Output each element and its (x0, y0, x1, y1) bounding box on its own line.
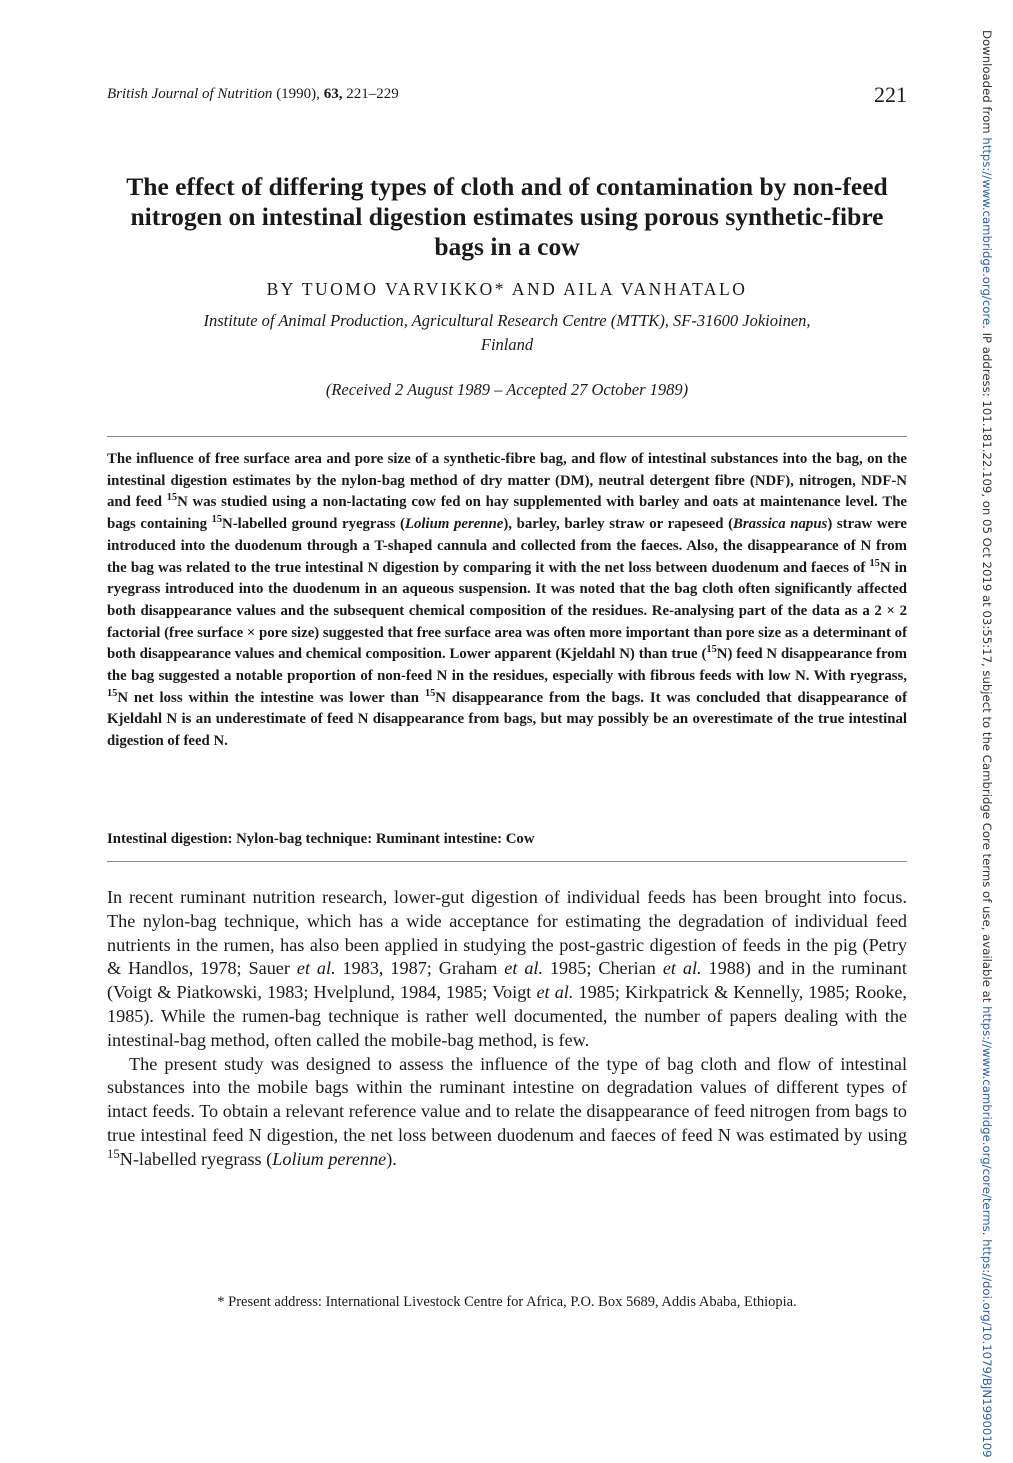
author-footnote: * Present address: International Livestock Centre for Africa, P.O. Box 5689, Addis Ababa, Ethiopia. (217, 1294, 797, 1310)
body-text (107, 886, 907, 1172)
article-title: The effect of differing types of cloth and of contamination by non-feed nitrogen on intestinal digestion estimates using porous synthetic-fibre bags in a cow (126, 172, 888, 261)
body-text-run: ). (386, 1148, 397, 1169)
body-text-run: 1988) and in the ruminant (Voigt & Piatkowski, 1983; Hvelplund, 1984, 1985; Voigt (107, 958, 907, 1003)
isotope-superscript: 15 (869, 557, 880, 569)
affiliation (130, 309, 884, 357)
isotope-superscript: 15 (166, 492, 178, 504)
abstract-text-2: N was studied using a non-lactating cow fed on hay supplemented with barley and oats at maintenance level. The bags containing (107, 494, 907, 533)
isotope-superscript: 15 (424, 687, 436, 699)
abstract-top-rule (107, 436, 907, 437)
body-text-run: 1983, 1987; Graham (335, 958, 505, 979)
journal-year: (1990), (276, 86, 320, 102)
terms-link[interactable]: https://www.cambridge.org/core/terms (980, 1006, 994, 1232)
body-text-run: 1985; Kirkpatrick & Kennelly, 1985; Rooke, 1985). While the rumen-bag technique is rather well documented, the number of papers dealing with the intestinal-bag method, often called the mobile-bag method, is few. (107, 982, 907, 1050)
abstract-text-7: N) feed N disappearance from the bag suggested a notable proportion of non-feed N in the residues, especially with fibrous feeds with low N. With ryegrass, (107, 646, 908, 685)
species-name: Lolium perenne (404, 516, 504, 533)
journal-volume: 63, (323, 86, 343, 102)
species-name: Lolium perenne (272, 1148, 387, 1169)
citation-et-al: et al. (504, 958, 544, 979)
affiliation-line-1: Institute of Animal Production, Agricultural Research Centre (MTTK), SF-31600 Jokioinen, (203, 311, 811, 330)
cambridge-core-link[interactable]: https://www.cambridge.org/core (980, 137, 994, 326)
running-header (107, 84, 907, 108)
abstract (107, 449, 907, 753)
abstract-text-8: N net loss within the intestine was lower than (117, 689, 425, 706)
sidebar-text: Downloaded from (980, 30, 994, 138)
isotope-superscript: 15 (107, 687, 118, 699)
download-notice-sidebar (976, 30, 998, 1458)
abstract-text-6: N in ryegrass introduced into the duodenum in an aqueous suspension. It was noted that the bag cloth often significantly affected both disappearance values and the subsequent chemical composition of the residues. Re-analysing part of the data as a 2 × 2 factorial (free surface × pore size) suggested that free surface area was often more important than pore size as a determinant of both disappearance values and chemical composition. Lower apparent (Kjeldahl N) than true ( (107, 559, 907, 663)
abstract-text-9: N disappearance from the bags. It was concluded that disappearance of Kjeldahl N is an underestimate of feed N disappearance from bags, but may possibly be an overestimate of the true intestinal digestion of feed N. (107, 689, 907, 750)
received-dates: (Received 2 August 1989 – Accepted 27 October 1989) (325, 380, 689, 399)
journal-citation (107, 86, 399, 103)
sidebar-text: . (980, 1231, 994, 1240)
citation-et-al: et al. (662, 958, 702, 979)
abstract-text-1: The influence of free surface area and pore size of a synthetic-fibre bag, and flow of intestinal substances into the bag, on the intestinal digestion estimates by the nylon-bag method of dry matter (DM), neutral detergent fibre (NDF), nitrogen, NDF-N and feed (107, 451, 907, 511)
journal-pages: 221–229 (346, 86, 399, 102)
isotope-superscript: 15 (706, 644, 717, 656)
keywords: Intestinal digestion: Nylon-bag technique: Ruminant intestine: Cow (107, 831, 535, 847)
page-number: 221 (874, 82, 907, 107)
abstract-bottom-rule (107, 861, 907, 862)
species-name: Brassica napus (733, 516, 828, 533)
abstract-text-3: N-labelled ground ryegrass ( (222, 516, 405, 533)
body-text-run: N-labelled ryegrass ( (119, 1148, 273, 1169)
abstract-text-5: ) straw were introduced into the duodenum through a T-shaped cannula and collected from the faeces. Also, the disappearance of N from the bag was related to the true intestinal N digestion by comparing it with the net loss between duodenum and faeces of (107, 516, 907, 576)
isotope-superscript: 15 (107, 1146, 120, 1161)
body-paragraph-1 (107, 886, 907, 1053)
abstract-text-4: ), barley, barley straw or rapeseed ( (503, 516, 734, 533)
body-text-run: 1985; Cherian (543, 958, 663, 979)
citation-et-al: et al. (536, 982, 574, 1003)
citation-et-al: et al. (296, 958, 336, 979)
author-line: BY TUOMO VARVIKKO* AND AILA VANHATALO (266, 279, 748, 299)
isotope-superscript: 15 (211, 514, 223, 526)
sidebar-text: . IP address: 101.181.22.109, on 05 Oct 2019 at 03:55:17, subject to the Cambridge Core terms of use, available at (980, 325, 994, 1007)
body-paragraph-2 (107, 1053, 907, 1172)
body-text-run: The present study was designed to assess the influence of the type of bag cloth and flow of intestinal substances into the mobile bags within the ruminant intestine on degradation values of different types of intact feeds. To obtain a relevant reference value and to relate the disappearance of feed nitrogen from bags to true intestinal feed N digestion, the net loss between duodenum and faeces of feed N was estimated by using (107, 1053, 907, 1145)
affiliation-line-2: Finland (480, 335, 534, 354)
body-text-run: In recent ruminant nutrition research, lower-gut digestion of individual feeds has been brought into focus. The nylon-bag technique, which has a wide acceptance for estimating the degradation of individual feed nutrients in the rumen, has also been applied in studying the post-gastric digestion of feeds in the pig (Petry & Handlos, 1978; Sauer (107, 887, 907, 979)
doi-link[interactable]: https://doi.org/10.1079/BJN19900109 (980, 1239, 994, 1458)
journal-name: British Journal of Nutrition (107, 86, 273, 102)
